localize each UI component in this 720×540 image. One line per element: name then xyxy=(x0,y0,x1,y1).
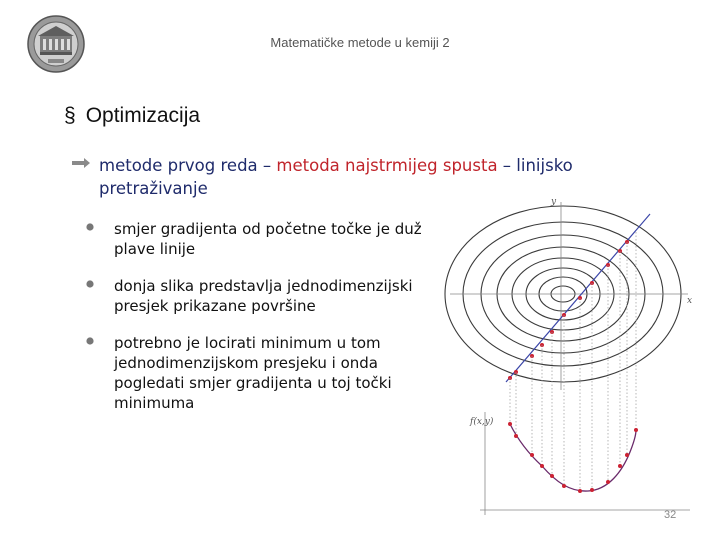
y-axis-label: y xyxy=(551,197,557,207)
level1-text-highlight: metoda najstrmijeg spusta xyxy=(276,156,498,175)
section-curve-points xyxy=(508,422,638,493)
section-curve xyxy=(510,424,636,491)
bullet-dot-icon xyxy=(86,337,94,345)
bullet-dot-icon xyxy=(86,223,94,231)
page-number: 32 xyxy=(664,509,677,521)
bullet-text: donja slika predstavlja jednodimenzijski presjek prikazane površine xyxy=(114,277,413,315)
section-heading xyxy=(64,104,200,128)
header-title: Matematičke metode u kemiji 2 xyxy=(270,35,450,50)
x-axis-label: x xyxy=(687,296,693,306)
level1-text-part1: metode prvog reda – xyxy=(99,156,277,175)
section-title: Optimizacija xyxy=(85,104,201,127)
f-axis-label: f(x,y) xyxy=(470,417,494,427)
level1-text-part3: – linijsko pretraživanje xyxy=(99,156,573,198)
section-bullet: § xyxy=(64,104,76,127)
steepest-descent-figure xyxy=(440,190,720,540)
arrow-bullet-icon xyxy=(72,158,90,168)
bullet-text: potrebno je locirati minimum u tom jednodimenzijskom presjeku i onda pogledati smjer gradijenta u toj točki minimuma xyxy=(114,334,392,412)
bullet-dot-icon xyxy=(86,280,94,288)
bullet-text: smjer gradijenta od početne točke je duž plave linije xyxy=(114,220,422,258)
